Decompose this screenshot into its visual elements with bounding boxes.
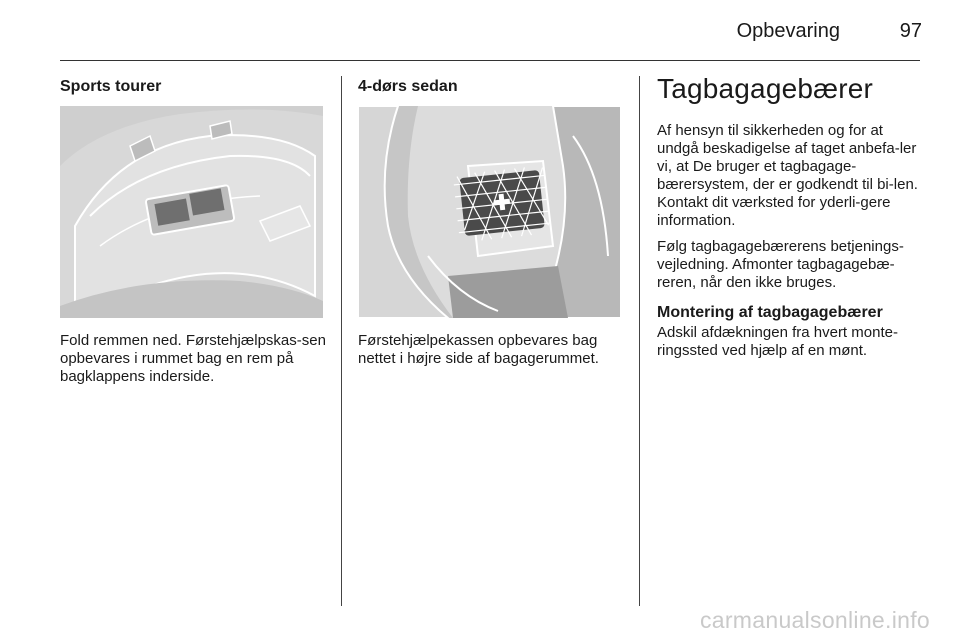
column-divider-left bbox=[341, 76, 342, 606]
middle-caption-block bbox=[358, 332, 628, 368]
header-title: Opbevaring bbox=[736, 20, 840, 42]
sedan-heading: 4-dørs sedan bbox=[358, 78, 458, 95]
paragraph-safety: Af hensyn til sikkerheden og for at undgå beskadigelse af taget anbefa-ler vi, at De bruger et tagbagage-bærersystem, der er godkendt til bi-len. Kontakt dit værksted for yderli-gere information. bbox=[657, 122, 918, 229]
section-title: Tagbagagebærer bbox=[657, 73, 874, 104]
trunk-figure bbox=[358, 106, 621, 318]
tailgate-figure bbox=[60, 106, 323, 318]
trunk-illustration bbox=[358, 106, 621, 318]
column-left bbox=[60, 76, 325, 98]
paragraph-instructions: Følg tagbagagebærerens betjenings-vejledning. Afmonter tagbagagebæ-reren, når den ikke bruges. bbox=[657, 238, 904, 291]
sports-tourer-heading: Sports tourer bbox=[60, 78, 162, 95]
column-middle bbox=[358, 76, 623, 98]
left-caption-block bbox=[60, 332, 330, 386]
sedan-caption: Førstehjælpekassen opbevares bag nettet i højre side af bagagerummet. bbox=[358, 332, 599, 367]
subsection-title: Montering af tagbagagebærer bbox=[657, 304, 883, 321]
column-right bbox=[657, 72, 925, 360]
page-number: 97 bbox=[899, 20, 922, 42]
tailgate-illustration bbox=[60, 106, 323, 318]
paragraph-mounting: Adskil afdækningen fra hvert monte-ringssted ved hjælp af en mønt. bbox=[657, 324, 898, 359]
column-divider-right bbox=[639, 76, 640, 606]
sports-tourer-caption: Fold remmen ned. Førstehjælpskas-sen opbevares i rummet bag en rem på bagklappens inderside. bbox=[60, 332, 326, 385]
watermark: carmanualsonline.info bbox=[699, 607, 930, 633]
header-rule bbox=[60, 60, 920, 61]
